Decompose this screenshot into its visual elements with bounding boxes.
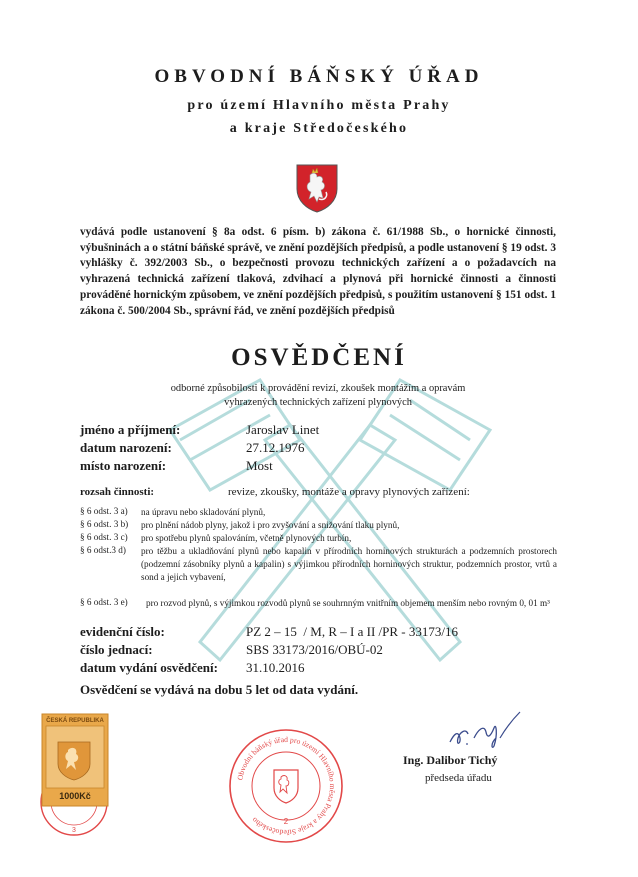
revenue-stamp (38, 712, 112, 842)
office-region: a kraje Středočeského (229, 121, 409, 136)
scope-value: revize, zkoušky, montáže a opravy plynových zařízení: (228, 486, 470, 498)
coat-of-arms-icon (295, 163, 339, 213)
reference-number-label: číslo jednací: (80, 642, 153, 657)
scope-item-text: pro rozvod plynů, s výjimkou rozvodů plynů se souhrnným vnitřním objemem menším nebo rovným 0, 01 m³ (146, 598, 550, 608)
revenue-stamp-country: ČESKÁ REPUBLIKA (46, 718, 104, 724)
name-label: jméno a příjmení: (80, 422, 181, 437)
evidence-number-value: PZ 2 – 15 / M, R – I a II /PR - 33173/16 (246, 624, 458, 639)
stamp-ring-text: Obvodní báňský úřad pro území Hlavního města Prahy a kraje Středočeského (235, 734, 338, 838)
evidence-number-label: evidenční číslo: (80, 624, 165, 639)
scope-item-text: pro plnění nádob plyny, jakož i pro zvyšování a snižování tlaku plynů, (141, 520, 400, 530)
scope-item-text: na úpravu nebo skladování plynů, (141, 507, 266, 517)
certificate-title: OSVĚDČENÍ (231, 344, 407, 371)
issue-date-label: datum vydání osvědčení: (80, 660, 218, 675)
scope-item-code: § 6 odst.3 d) (80, 545, 126, 555)
office-territory: pro území Hlavního města Prahy (187, 98, 451, 113)
scope-label: rozsah činnosti: (80, 486, 155, 498)
scope-item-code: § 6 odst. 3 c) (80, 532, 128, 542)
dob-label: datum narození: (80, 440, 172, 455)
reference-number-value: SBS 33173/2016/OBÚ-02 (246, 642, 383, 657)
scope-item-code: § 6 odst. 3 a) (80, 506, 128, 516)
office-name: OBVODNÍ BÁŇSKÝ ÚŘAD (154, 66, 484, 87)
stamp-number: 3 (72, 827, 76, 834)
certificate-subtitle: odborné způsobilosti k provádění revizí, zkoušek montážím a opravám vyhrazených technických zařízení plynových (170, 383, 466, 408)
issue-date-value: 31.10.2016 (246, 660, 305, 675)
legal-basis-paragraph: vydává podle ustanovení § 8a odst. 6 písm. b) zákona č. 61/1988 Sb., o hornické činnosti, výbušninách a o státní báňské správě, ve znění pozdějších předpisů, a podle ustanovení § 19 odst. 3 vyhlášky č. 392/2003 Sb., o bezpečnosti provozu technických zařízení a o požadavcích na vyhrazená technická zařízení tlaková, zdvihací a plynová při hornické činnosti a činnosti prováděné hornickým způsobem, ve znění pozdějších předpisů, s použitím ustanovení § 151 odst. 1 zákona č. 500/2004 Sb., správní řád, ve znění pozdějších předpisů (80, 226, 556, 317)
signatory-name: Ing. Dalibor Tichý (403, 753, 498, 767)
validity-statement: Osvědčení se vydává na dobu 5 let od data vydání. (80, 682, 359, 697)
official-round-stamp (226, 726, 346, 846)
scope-item-text: pro těžbu a ukladňování plynů nebo kapalin v přírodních horninových strukturách a podzemních prostorech (podzemní zásobníky plynů a kapalin) s výjimkou přírodních horninových struktur, podzemních prostor, vrtů a sond a jejich vybavení, (141, 546, 557, 582)
name-value: Jaroslav Linet (246, 422, 320, 437)
scope-item-code: § 6 odst. 3 b) (80, 519, 129, 529)
round-stamp-number: 2 (283, 817, 289, 826)
revenue-stamp-value: 1000Kč (59, 791, 91, 801)
scope-item-code: § 6 odst. 3 e) (80, 597, 128, 607)
pob-value: Most (246, 458, 273, 473)
scope-item-text: pro spotřebu plynů spalováním, včetně plynových turbín, (141, 533, 352, 543)
handwritten-signature (440, 708, 530, 752)
pob-label: místo narození: (80, 458, 167, 473)
dob-value: 27.12.1976 (246, 440, 305, 455)
signatory-role: předseda úřadu (425, 772, 492, 784)
